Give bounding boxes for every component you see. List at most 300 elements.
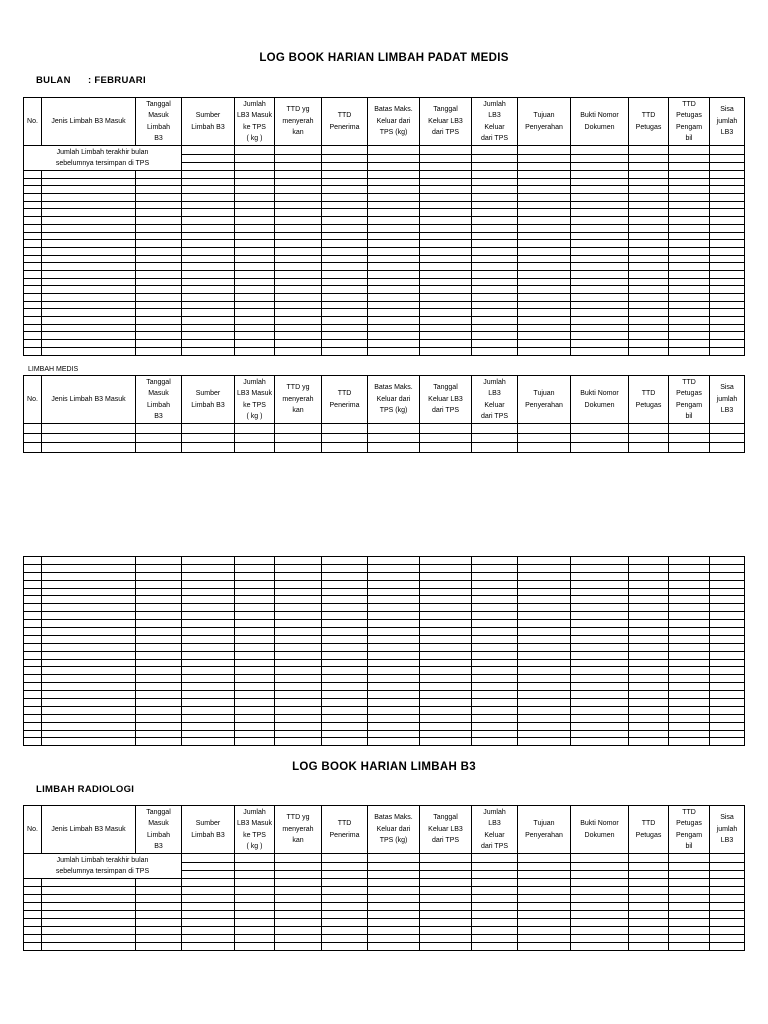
- table-cell: [629, 588, 669, 596]
- table-cell: [235, 895, 275, 903]
- table-row: [24, 620, 745, 628]
- table-cell: [368, 163, 420, 171]
- column-header-label: Jumlah LB3 Keluar dari TPS: [480, 808, 509, 850]
- table-cell: [182, 232, 235, 240]
- table-cell: [275, 943, 322, 951]
- table-cell: [136, 659, 182, 667]
- table-cell: [472, 588, 518, 596]
- table-cell: [275, 683, 322, 691]
- table-cell: [420, 643, 472, 651]
- table-cell: [669, 887, 710, 895]
- table-cell: [24, 887, 42, 895]
- table-cell: [136, 340, 182, 348]
- table-cell: [571, 324, 629, 332]
- table-cell: [182, 943, 235, 951]
- table-cell: [368, 854, 420, 863]
- table-cell: [322, 879, 368, 887]
- column-header-label: TTD Penerima: [329, 390, 360, 409]
- table-cell: [235, 270, 275, 278]
- table-cell: [322, 927, 368, 935]
- table-row: [24, 596, 745, 604]
- table-cell: [368, 340, 420, 348]
- table-cell: [136, 699, 182, 707]
- table-cell: [518, 863, 571, 871]
- table-cell: [472, 224, 518, 232]
- table-cell: [710, 596, 745, 604]
- column-header-label: Tanggal Keluar LB3 dari TPS: [428, 814, 463, 845]
- table-cell: [182, 659, 235, 667]
- table-cell: [710, 347, 745, 355]
- table-cell: [669, 911, 710, 919]
- month-value: : FEBRUARI: [88, 75, 146, 86]
- table-row: [24, 278, 745, 286]
- table-cell: [235, 651, 275, 659]
- table-cell: [710, 263, 745, 271]
- table-cell: [24, 247, 42, 255]
- table-cell: [235, 317, 275, 325]
- table-cell: [669, 706, 710, 714]
- table-cell: [420, 903, 472, 911]
- table-cell: [420, 863, 472, 871]
- table-cell: [235, 340, 275, 348]
- table-cell: [571, 294, 629, 302]
- table-cell: [42, 178, 136, 186]
- table-cell: [629, 347, 669, 355]
- table-cell: [472, 209, 518, 217]
- table-cell: [24, 675, 42, 683]
- table-cell: [235, 217, 275, 225]
- table-cell: [322, 224, 368, 232]
- table-cell: [235, 163, 275, 171]
- table-cell: [235, 706, 275, 714]
- table-cell: [669, 232, 710, 240]
- table-cell: [182, 935, 235, 943]
- table-row: [24, 706, 745, 714]
- table-cell: [275, 443, 322, 453]
- table-cell: [420, 675, 472, 683]
- table-cell: [472, 596, 518, 604]
- table-cell: [42, 903, 136, 911]
- table-cell: [136, 879, 182, 887]
- table-cell: [24, 171, 42, 179]
- table-cell: [182, 163, 235, 171]
- table-cell: [275, 911, 322, 919]
- table-cell: [24, 178, 42, 186]
- table-cell: [136, 232, 182, 240]
- table-cell: [136, 424, 182, 434]
- table-cell: [629, 667, 669, 675]
- table-cell: [182, 927, 235, 935]
- table-cell: [420, 163, 472, 171]
- table-cell: [322, 643, 368, 651]
- table-cell: [669, 332, 710, 340]
- column-header-label: Tujuan Penyerahan: [525, 390, 563, 409]
- table-cell: [629, 635, 669, 643]
- table-cell: [669, 178, 710, 186]
- table-cell: [669, 433, 710, 443]
- table-cell: [710, 301, 745, 309]
- table-cell: [472, 871, 518, 879]
- table-cell: [629, 659, 669, 667]
- column-header-label: Sisa jumlah LB3: [716, 814, 738, 845]
- table-cell: [669, 854, 710, 863]
- column-header-label: Tanggal Keluar LB3 dari TPS: [428, 384, 463, 415]
- table-cell: [710, 580, 745, 588]
- table-cell: [669, 186, 710, 194]
- table-cell: [42, 301, 136, 309]
- table-cell: [368, 919, 420, 927]
- table-cell: [571, 194, 629, 202]
- table-cell: [710, 863, 745, 871]
- table-cell: [710, 171, 745, 179]
- table-cell: [669, 620, 710, 628]
- table-cell: [472, 675, 518, 683]
- table-cell: [472, 247, 518, 255]
- table-row: [24, 294, 745, 302]
- table-cell: [136, 667, 182, 675]
- table-cell: [42, 332, 136, 340]
- table-cell: [368, 209, 420, 217]
- table-cell: [42, 675, 136, 683]
- column-header: [24, 806, 42, 854]
- table-cell: [42, 887, 136, 895]
- table-cell: [182, 178, 235, 186]
- table-cell: [472, 424, 518, 434]
- table-cell: [368, 596, 420, 604]
- table-cell: [42, 317, 136, 325]
- table-cell: [472, 572, 518, 580]
- table-cell: [235, 691, 275, 699]
- table-cell: [136, 612, 182, 620]
- column-header-label: TTD yg menyerah kan: [282, 814, 314, 845]
- table-row: [24, 178, 745, 186]
- column-header-label: Sisa jumlah LB3: [716, 106, 738, 137]
- table-cell: [322, 895, 368, 903]
- table-cell: [275, 278, 322, 286]
- table-cell: [368, 332, 420, 340]
- table-cell: [182, 588, 235, 596]
- table-cell: [518, 332, 571, 340]
- table-cell: [136, 564, 182, 572]
- table-cell: [182, 186, 235, 194]
- table-cell: [24, 620, 42, 628]
- logbook-table-radiologi: [23, 805, 745, 951]
- table-cell: [42, 209, 136, 217]
- table-row: [24, 572, 745, 580]
- table-cell: [182, 628, 235, 636]
- table-cell: [275, 347, 322, 355]
- table-cell: [669, 612, 710, 620]
- table-cell: [420, 895, 472, 903]
- table-cell: [710, 224, 745, 232]
- column-header: [42, 98, 136, 146]
- table-cell: [420, 620, 472, 628]
- table-cell: [420, 854, 472, 863]
- table-cell: [420, 604, 472, 612]
- table-cell: [275, 572, 322, 580]
- table-cell: [518, 178, 571, 186]
- table-cell: [235, 699, 275, 707]
- table-cell: [235, 286, 275, 294]
- column-header-label: Bukti Nomor Dokumen: [580, 390, 619, 409]
- table-cell: [420, 186, 472, 194]
- table-cell: [629, 186, 669, 194]
- table-cell: [322, 919, 368, 927]
- table-cell: [669, 278, 710, 286]
- table-cell: [182, 278, 235, 286]
- table-cell: [42, 247, 136, 255]
- table-cell: [42, 935, 136, 943]
- column-header-label: Tanggal Masuk Limbah B3: [146, 100, 171, 142]
- table-cell: [24, 651, 42, 659]
- table-cell: [42, 572, 136, 580]
- table-cell: [669, 651, 710, 659]
- table-cell: [136, 557, 182, 565]
- table-cell: [322, 347, 368, 355]
- table-cell: [235, 146, 275, 155]
- table-cell: [136, 903, 182, 911]
- table-cell: [42, 224, 136, 232]
- table-cell: [710, 240, 745, 248]
- table-cell: [571, 433, 629, 443]
- table-cell: [420, 572, 472, 580]
- table-cell: [420, 919, 472, 927]
- table-cell: [24, 201, 42, 209]
- table-cell: [472, 270, 518, 278]
- table-cell: [669, 919, 710, 927]
- table-cell: [182, 209, 235, 217]
- table-cell: [669, 324, 710, 332]
- table-cell: [420, 635, 472, 643]
- column-header-label: Batas Maks. Keluar dari TPS (kg): [374, 814, 413, 845]
- table-row: [24, 887, 745, 895]
- table-cell: [136, 604, 182, 612]
- table-cell: [669, 863, 710, 871]
- table-cell: [571, 596, 629, 604]
- table-cell: [368, 635, 420, 643]
- table-cell: [368, 224, 420, 232]
- table-row: [24, 557, 745, 565]
- table-cell: [42, 347, 136, 355]
- table-cell: [182, 635, 235, 643]
- table-cell: [669, 301, 710, 309]
- table-cell: [629, 564, 669, 572]
- table-cell: [322, 620, 368, 628]
- table-cell: [368, 714, 420, 722]
- column-header-label: Jumlah LB3 Keluar dari TPS: [480, 378, 509, 420]
- table-cell: [420, 879, 472, 887]
- table-cell: [42, 706, 136, 714]
- table-cell: [669, 691, 710, 699]
- table-row: [24, 919, 745, 927]
- table-cell: [518, 301, 571, 309]
- table-cell: [42, 324, 136, 332]
- table-cell: [669, 247, 710, 255]
- table-cell: [136, 194, 182, 202]
- table-cell: [275, 186, 322, 194]
- table-cell: [275, 879, 322, 887]
- table-cell: [24, 927, 42, 935]
- table-cell: [322, 572, 368, 580]
- table-cell: [24, 186, 42, 194]
- table-cell: [629, 675, 669, 683]
- table-cell: [24, 332, 42, 340]
- table-cell: [368, 879, 420, 887]
- table-cell: [669, 557, 710, 565]
- table-row: [24, 699, 745, 707]
- table-cell: [518, 620, 571, 628]
- table-cell: [629, 572, 669, 580]
- table-cell: [42, 424, 136, 434]
- table-cell: [235, 903, 275, 911]
- table-cell: [669, 572, 710, 580]
- table-cell: [472, 714, 518, 722]
- table-cell: [710, 683, 745, 691]
- table-cell: [368, 278, 420, 286]
- table-row: [24, 635, 745, 643]
- table-cell: [710, 155, 745, 163]
- table-cell: [518, 155, 571, 163]
- table-cell: [24, 240, 42, 248]
- table-cell: [275, 596, 322, 604]
- table-cell: [472, 628, 518, 636]
- table-cell: [710, 871, 745, 879]
- table-cell: [571, 628, 629, 636]
- column-header: [710, 98, 745, 146]
- table-cell: [518, 604, 571, 612]
- table-cell: [275, 294, 322, 302]
- column-header-label: TTD yg menyerah kan: [282, 106, 314, 137]
- table-cell: [368, 643, 420, 651]
- table-cell: [136, 443, 182, 453]
- table-cell: [571, 278, 629, 286]
- table-cell: [518, 675, 571, 683]
- table-row: [24, 286, 745, 294]
- table-cell: [182, 294, 235, 302]
- table-cell: [710, 270, 745, 278]
- table-cell: [24, 919, 42, 927]
- table-cell: [136, 706, 182, 714]
- table-cell: [322, 324, 368, 332]
- table-cell: [669, 217, 710, 225]
- table-cell: [235, 263, 275, 271]
- table-cell: [235, 301, 275, 309]
- table-cell: [275, 714, 322, 722]
- table-cell: [42, 263, 136, 271]
- table-cell: [24, 564, 42, 572]
- table-cell: [368, 667, 420, 675]
- table-cell: [629, 201, 669, 209]
- column-header-label: Tanggal Masuk Limbah B3: [146, 378, 171, 420]
- table-cell: [368, 347, 420, 355]
- table-cell: [629, 854, 669, 863]
- table-cell: [629, 620, 669, 628]
- table-cell: [368, 557, 420, 565]
- column-header: [669, 806, 710, 854]
- table-row: [24, 667, 745, 675]
- table-cell: [235, 588, 275, 596]
- table-cell: [571, 301, 629, 309]
- column-header: [571, 98, 629, 146]
- table-cell: [42, 596, 136, 604]
- column-header: [368, 98, 420, 146]
- table-row: [24, 738, 745, 746]
- table-cell: [629, 863, 669, 871]
- table-cell: [322, 675, 368, 683]
- table-cell: [322, 722, 368, 730]
- table-row: [24, 324, 745, 332]
- table-cell: [571, 557, 629, 565]
- table-cell: [571, 201, 629, 209]
- table-cell: [24, 903, 42, 911]
- table-row: [24, 683, 745, 691]
- table-cell: [368, 911, 420, 919]
- table-cell: [275, 604, 322, 612]
- table-cell: [629, 887, 669, 895]
- table-cell: [322, 730, 368, 738]
- column-header: [322, 806, 368, 854]
- table-cell: [420, 155, 472, 163]
- table-cell: [42, 628, 136, 636]
- table-cell: [669, 659, 710, 667]
- table-cell: [669, 171, 710, 179]
- table-cell: [235, 580, 275, 588]
- table-cell: [368, 935, 420, 943]
- table-cell: [571, 854, 629, 863]
- table-cell: [322, 301, 368, 309]
- table-cell: [24, 935, 42, 943]
- table-cell: [518, 270, 571, 278]
- table-row: [24, 730, 745, 738]
- table-cell: [518, 691, 571, 699]
- table-cell: [136, 186, 182, 194]
- table-cell: [629, 301, 669, 309]
- table-cell: [24, 424, 42, 434]
- table-cell: [322, 443, 368, 453]
- table-cell: [629, 691, 669, 699]
- table-cell: [136, 217, 182, 225]
- table-cell: [571, 635, 629, 643]
- table-cell: [136, 309, 182, 317]
- table-cell: [322, 871, 368, 879]
- table-cell: [368, 863, 420, 871]
- table-cell: [235, 171, 275, 179]
- table-cell: [275, 301, 322, 309]
- table-cell: [136, 628, 182, 636]
- table-cell: [420, 301, 472, 309]
- table-cell: [368, 424, 420, 434]
- table-cell: [136, 301, 182, 309]
- table-cell: [518, 659, 571, 667]
- table-cell: [518, 347, 571, 355]
- table-cell: [275, 247, 322, 255]
- table-cell: [629, 604, 669, 612]
- table-cell: [571, 209, 629, 217]
- table-cell: [275, 317, 322, 325]
- table-cell: [518, 433, 571, 443]
- table-row: [24, 903, 745, 911]
- table-cell: [275, 628, 322, 636]
- table-cell: [42, 255, 136, 263]
- table-cell: [710, 194, 745, 202]
- table-cell: [275, 171, 322, 179]
- column-header: [571, 376, 629, 424]
- table-cell: [136, 332, 182, 340]
- table-cell: [669, 317, 710, 325]
- table-cell: [571, 155, 629, 163]
- table-cell: [42, 722, 136, 730]
- table-cell: [669, 871, 710, 879]
